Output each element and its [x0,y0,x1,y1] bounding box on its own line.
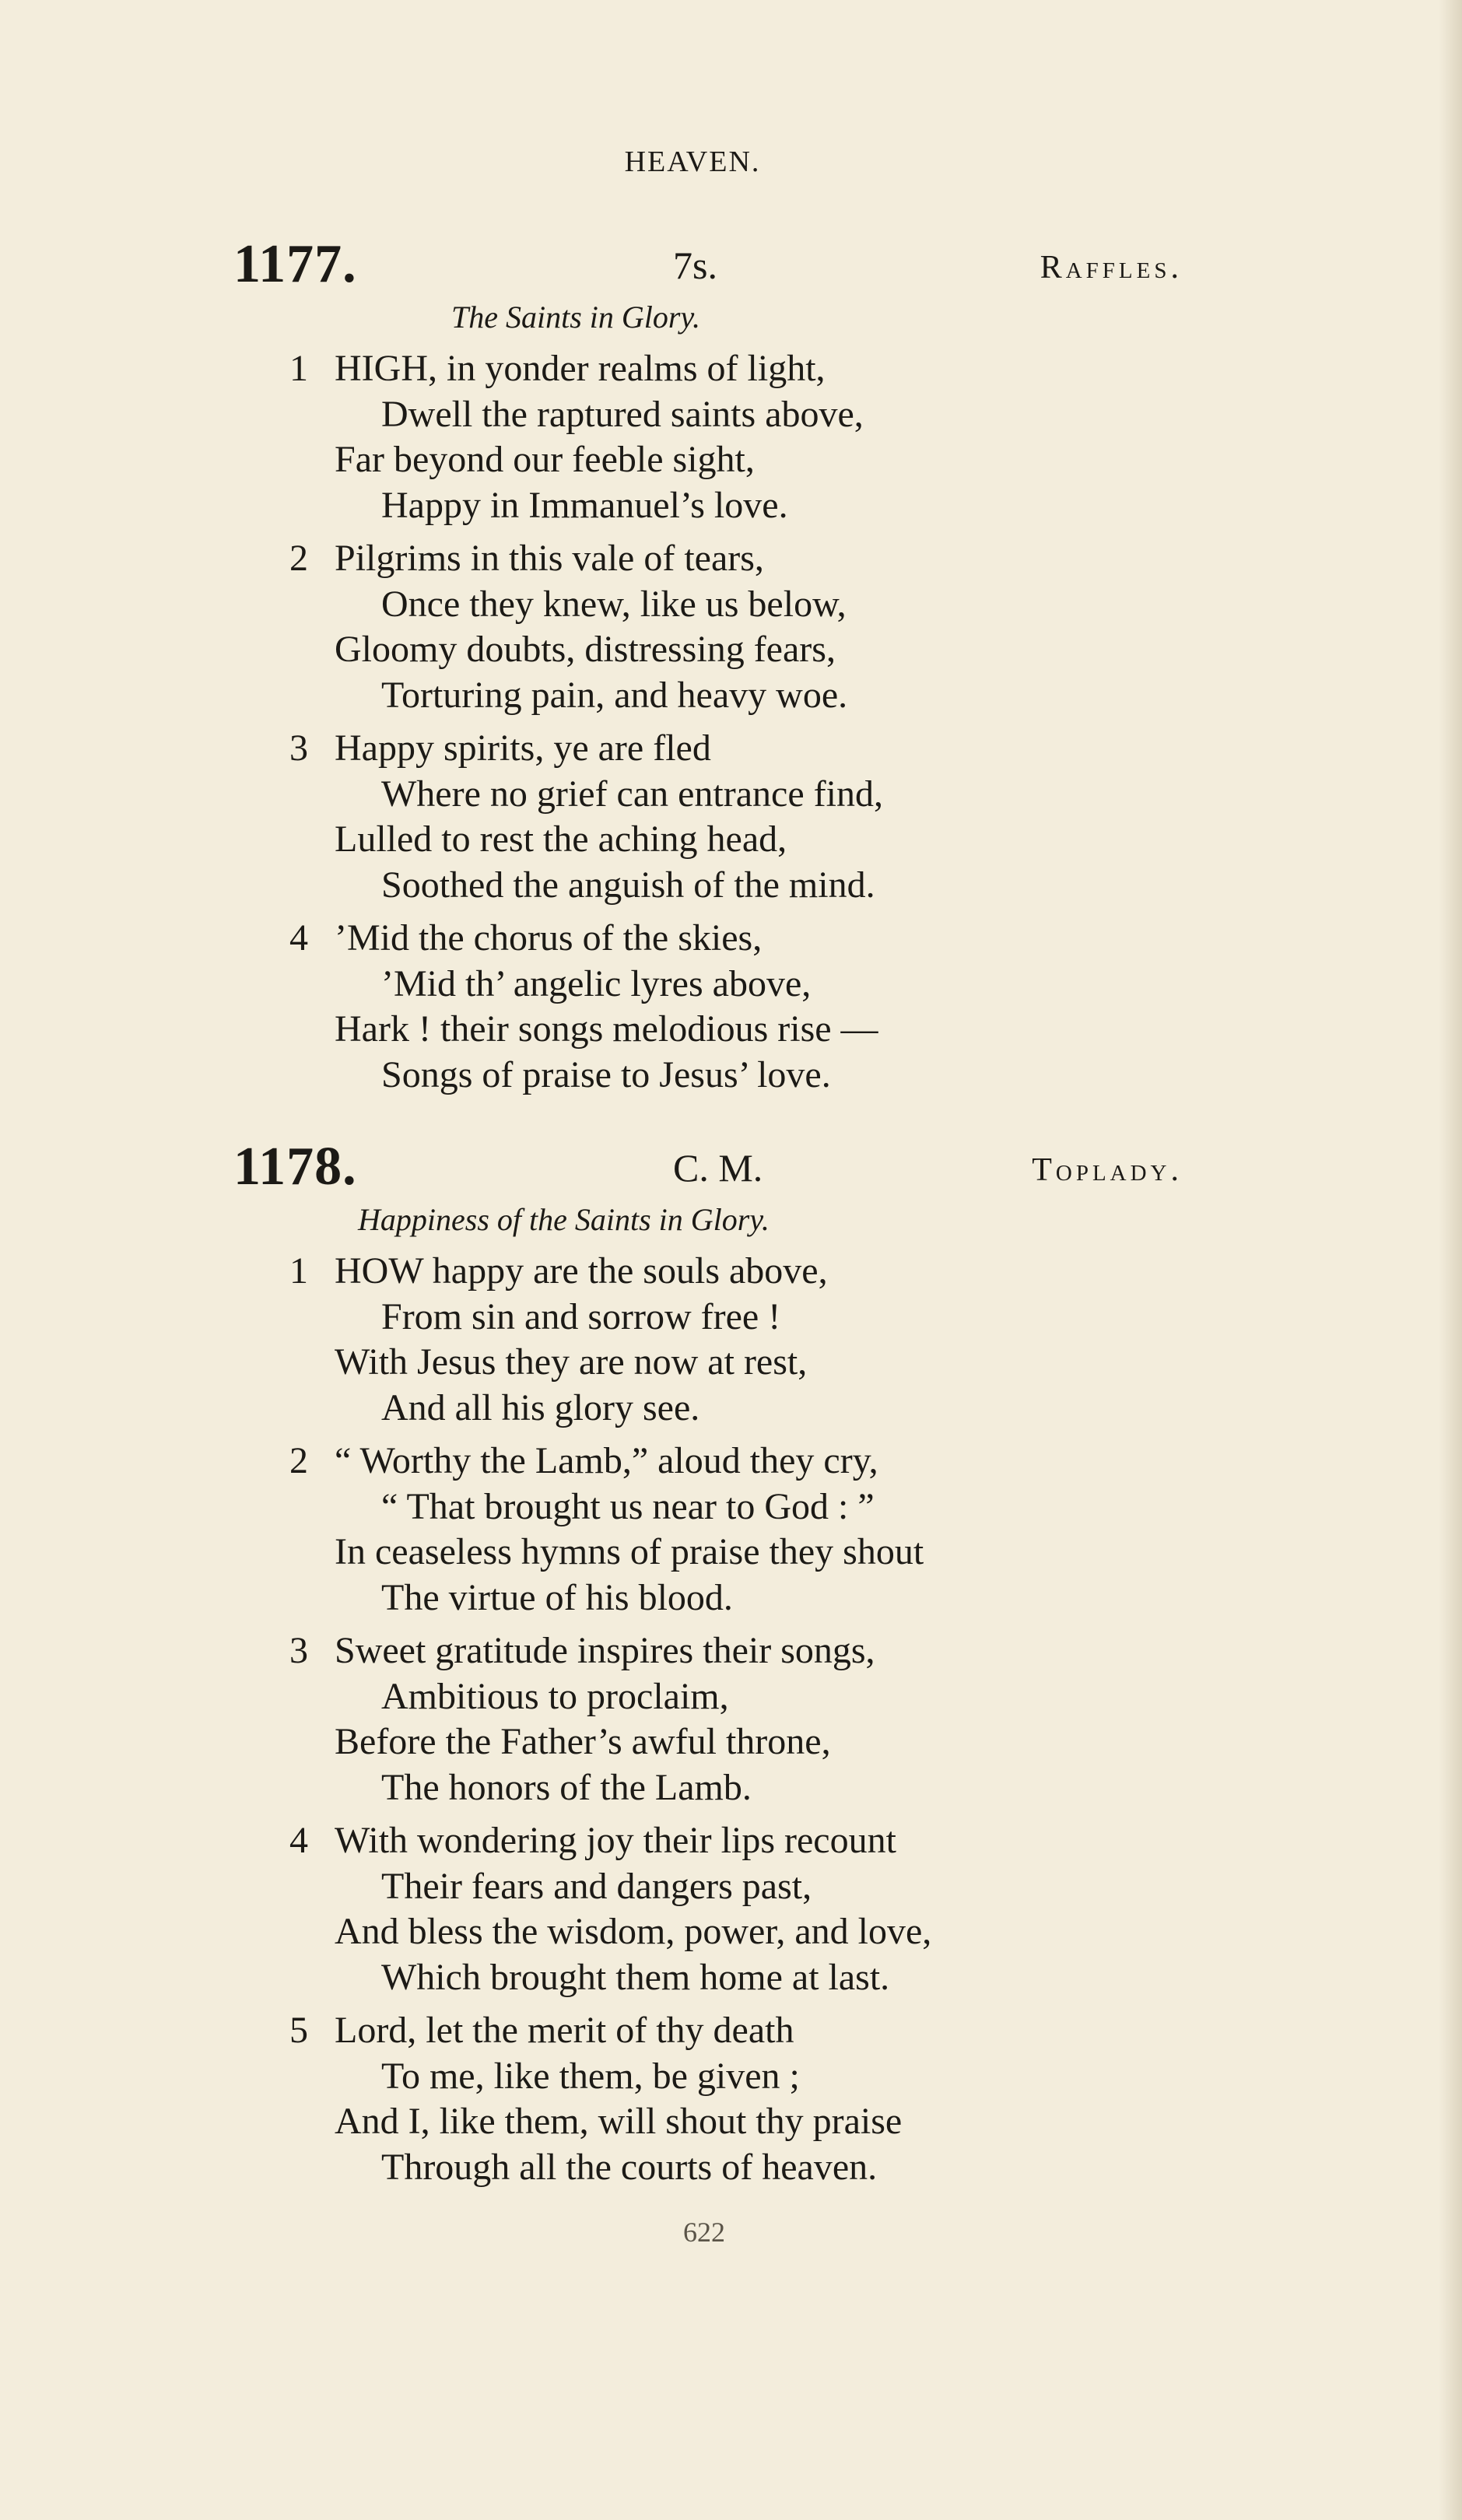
verse-line: “ Worthy the Lamb,” aloud they cry, [335,1440,878,1481]
hymn-author: Raffles. [1040,250,1183,286]
verse-line: Gloomy doubts, distressing fears, [335,629,836,670]
stanza [233,916,1183,1098]
verse-line: The honors of the Lamb. [381,1766,752,1808]
verse-line: Lord, let the merit of thy death [335,2010,794,2051]
stanza-number: 3 [289,727,308,769]
stanza-number: 1 [289,1250,308,1292]
hymn-header [233,233,1183,296]
stanza-number: 5 [289,2010,308,2051]
verse-line: Happy in Immanuel’s love. [381,484,788,526]
stanza [233,2008,1183,2190]
stanza [233,1818,1183,2000]
verse-line: With Jesus they are now at rest, [335,1341,808,1383]
verse-line: Before the Father’s awful throne, [335,1721,831,1762]
hymn-number: 1177. [233,234,357,294]
stanza-number: 2 [289,1440,308,1481]
hymn-meter: 7s. [673,244,717,287]
stanza-number: 4 [289,917,308,959]
verse-line: With wondering joy their lips recount [335,1820,896,1861]
verse-line: HIGH, in yonder realms of light, [335,348,826,389]
stanza [233,536,1183,718]
verse-line: Through all the courts of heaven. [381,2146,878,2188]
hymn-1178 [233,1136,1183,2198]
verse-line: Lulled to rest the aching head, [335,818,787,860]
verse-line: In ceaseless hymns of praise they shout [335,1531,924,1572]
stanza-number: 2 [289,538,308,579]
hymn-author: Toplady. [1032,1152,1183,1188]
hymn-subtitle: The Saints in Glory. [451,300,701,335]
hymn-1177 [233,233,1183,1106]
verse-line: The virtue of his blood. [381,1576,733,1618]
stanza [233,346,1183,528]
verse-line: Pilgrims in this vale of tears, [335,538,764,579]
verse-line: And all his glory see. [381,1386,700,1428]
stanza [233,1628,1183,1810]
hymn-header [233,1136,1183,1198]
verse-line: Once they knew, like us below, [381,583,847,625]
stanza [233,1439,1183,1621]
verse-line: Hark ! their songs melodious rise — [335,1008,878,1050]
verse-line: Where no grief can entrance find, [381,773,883,815]
hymn-number: 1178. [233,1137,357,1197]
verse-line: ’Mid the chorus of the skies, [335,917,763,959]
stanza [233,726,1183,908]
verse-line: To me, like them, be given ; [381,2055,800,2097]
stanza-number: 4 [289,1820,308,1861]
stanza-number: 1 [289,348,308,389]
hymn-meter: C. M. [673,1146,763,1190]
stanza-number: 3 [289,1630,308,1671]
verse-line: Far beyond our feeble sight, [335,439,755,480]
verse-line: Ambitious to proclaim, [381,1675,729,1717]
verse-line: Soothed the anguish of the mind. [381,864,875,906]
hymn-subtitle: Happiness of the Saints in Glory. [358,1202,770,1237]
verse-line: Which brought them home at last. [381,1956,890,1998]
verse-line: And I, like them, will shout thy praise [335,2101,903,2142]
page-number: 622 [683,2217,725,2248]
verse-line: HOW happy are the souls above, [335,1250,828,1292]
verse-line: Torturing pain, and heavy woe. [381,674,848,716]
page-edge-shadow [1439,0,1462,2520]
stanza [233,1249,1183,1431]
verse-line: Happy spirits, ye are fled [335,727,711,769]
verse-line: Their fears and dangers past, [381,1865,812,1907]
verse-line: From sin and sorrow free ! [381,1295,781,1337]
running-head: HEAVEN. [624,145,761,178]
verse-line: And bless the wisdom, power, and love, [335,1911,932,1952]
verse-line: Sweet gratitude inspires their songs, [335,1630,875,1671]
verse-line: “ That brought us near to God : ” [381,1485,875,1527]
verse-line: ’Mid th’ angelic lyres above, [381,962,812,1004]
verse-line: Dwell the raptured saints above, [381,393,864,435]
verse-line: Songs of praise to Jesus’ love. [381,1053,831,1095]
